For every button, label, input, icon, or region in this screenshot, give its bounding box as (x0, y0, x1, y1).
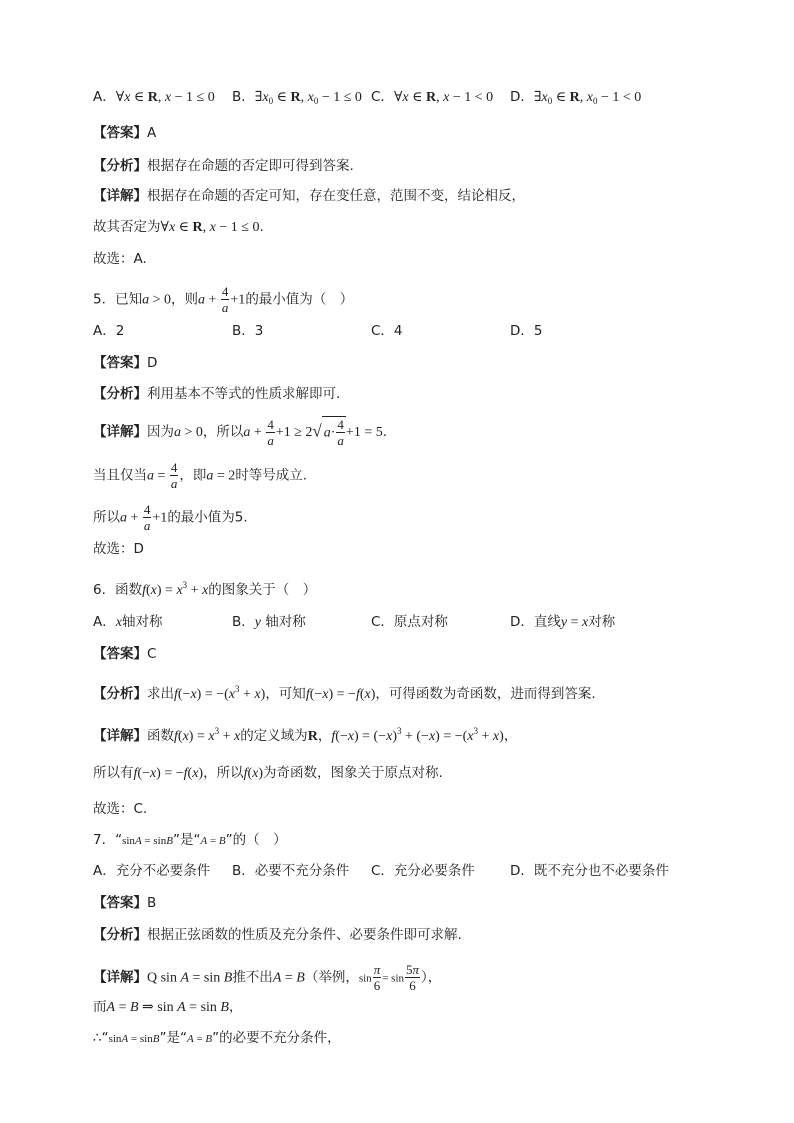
q5-answer: 【答案】D (93, 355, 158, 371)
q5-equality: 当且仅当a = $\frac{4}{a}$ ，即a = 2时等号成立. (93, 460, 308, 491)
q7-implication: 而A = B ⇒ sin A = sin B， (93, 999, 243, 1015)
q4-analysis: 【分析】根据存在命题的否定即可得到答案. (93, 158, 354, 174)
q4-answer: 【答案】A (93, 125, 157, 141)
q6-stem: 6．函数$f(x) = x^3 + x$的图象关于（ ） (93, 580, 317, 598)
q7-conclusion: ∴“sinA = sinB”是“A = B”的必要不充分条件， (93, 1030, 341, 1046)
q6-option-b: B．y 轴对称 (232, 614, 306, 630)
q4-option-a: A．∀x ∈ R, x − 1 ≤ 0 (93, 89, 215, 105)
q7-analysis: 【分析】根据正弦函数的性质及充分条件、必要条件即可求解. (93, 927, 462, 943)
q4-negation: 故其否定为∀x ∈ R, x − 1 ≤ 0. (93, 219, 264, 235)
q7-stem: 7．“sinA = sinB”是“A = B”的（ ） (93, 832, 287, 848)
q4-option-c: C．∀x ∈ R, x − 1 < 0 (371, 89, 494, 105)
q5-choose: 故选：D (93, 541, 144, 557)
q6-choose: 故选：C. (93, 801, 148, 817)
q5-option-b: B．3 (232, 323, 264, 339)
q4-option-b: B．$\exists x_0$ ∈ R, $x_0 - 1 \le 0$ (232, 89, 362, 106)
q4-detail: 【详解】根据存在命题的否定可知，存在变任意，范围不变，结论相反， (93, 188, 525, 204)
q4-choose: 故选：A. (93, 251, 147, 267)
q5-stem: 5．已知a > 0，则a + $\frac{4}{a}$ +1的最小值为（ ） (93, 284, 354, 315)
q6-option-d: D．直线y = x对称 (510, 614, 616, 630)
q7-answer: 【答案】B (93, 895, 157, 911)
q6-odd-function: 所以有f(−x) = −f(x)，所以f(x)为奇函数，图象关于原点对称. (93, 765, 443, 781)
q6-answer: 【答案】C (93, 646, 157, 662)
q5-min-value: 所以a + $\frac{4}{a}$ +1的最小值为5. (93, 502, 248, 533)
q6-option-a: A．x轴对称 (93, 614, 163, 630)
q7-option-b: B．必要不充分条件 (232, 863, 350, 879)
q5-option-d: D．5 (510, 323, 543, 339)
q5-analysis: 【分析】利用基本不等式的性质求解即可. (93, 386, 341, 402)
q5-option-c: C．4 (371, 323, 403, 339)
q7-detail: 【详解】Q sin A = sin B推不出A = B（举例，sin $\frac{\pi}{6}$ = sin $\frac{5\pi}{6}$ ）， (93, 962, 442, 993)
q5-detail: 【详解】因为a > 0，所以a + $\frac{4}{a}$ +1 ≥ 2√ a· $\frac{4}{a}$ +1 = 5. (93, 416, 388, 448)
q6-option-c: C．原点对称 (371, 614, 448, 630)
q4-option-d: D．$\exists x_0$ ∈ R, $x_0 - 1 < 0$ (510, 89, 642, 106)
q5-option-a: A．2 (93, 323, 125, 339)
q7-option-a: A．充分不必要条件 (93, 863, 211, 879)
q6-analysis: 【分析】求出$f(-x) = -(x^3 + x)$，可知f(−x) = −f(x)，可得函数为奇函数，进而得到答案. (93, 684, 596, 702)
q6-detail: 【详解】函数$f(x) = x^3 + x$的定义域为R，$f(-x) = (-x)^3 + (-x) = -(x^3 + x)$， (93, 726, 518, 744)
q7-option-c: C．充分必要条件 (371, 863, 475, 879)
q7-option-d: D．既不充分也不必要条件 (510, 863, 669, 879)
